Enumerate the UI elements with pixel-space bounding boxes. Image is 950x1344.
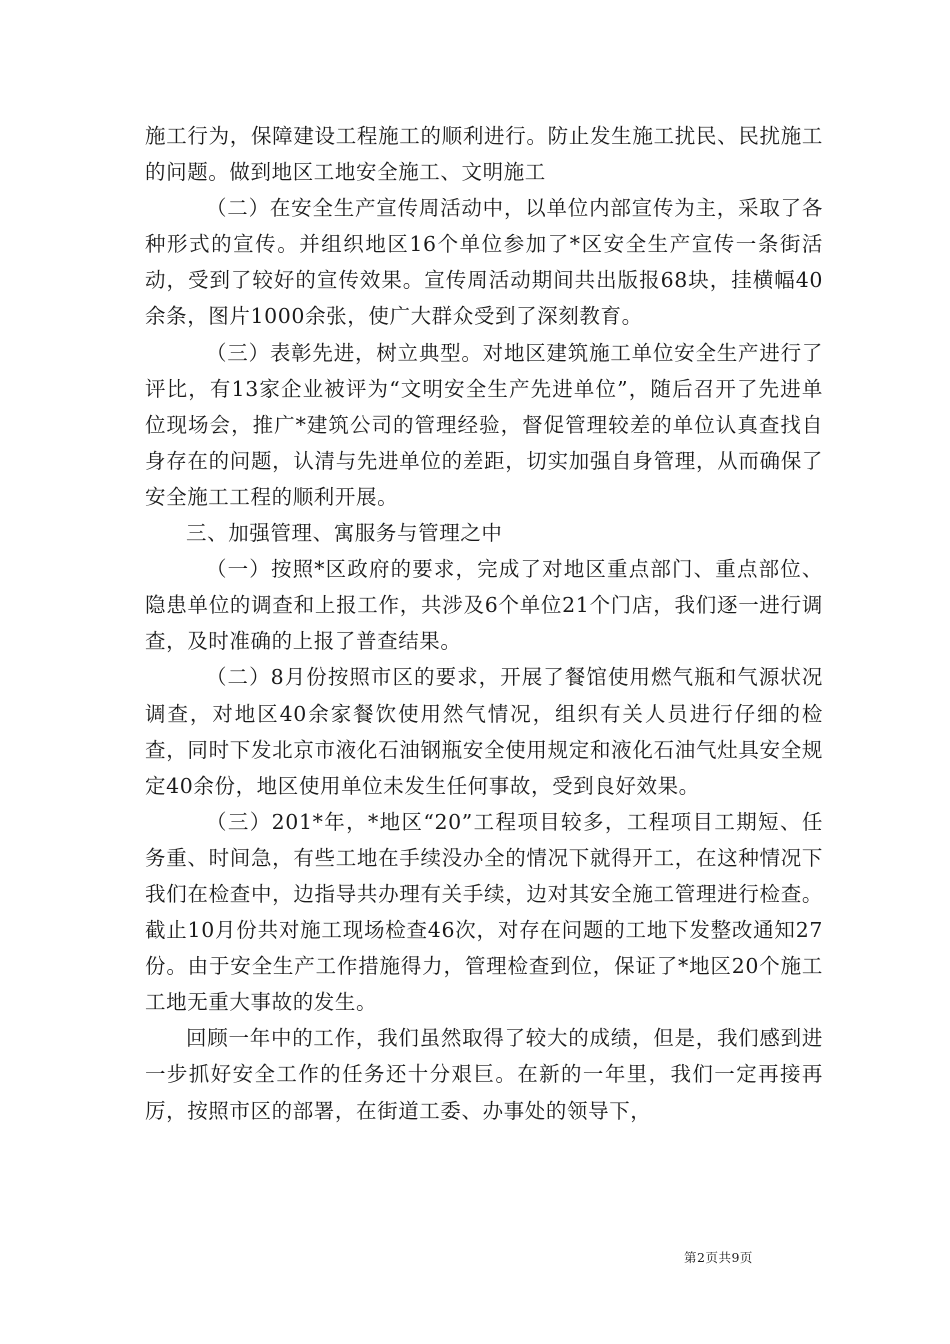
paragraph-survey-report: （一）按照*区政府的要求，完成了对地区重点部门、重点部位、隐患单位的调查和上报工作，共涉及6个单位21个门店，我们逐一进行调查，及时准确的上报了普查结果。 — [145, 557, 823, 654]
section-heading-strengthen-management: 三、加强管理、寓服务与管理之中 — [186, 521, 503, 546]
paragraph-continued: 施工行为，保障建设工程施工的顺利进行。防止发生施工扰民、民扰施工的问题。做到地区工地安全施工、文明施工 — [145, 124, 823, 185]
paragraph-gas-survey: （二）8月份按照市区的要求，开展了餐馆使用燃气瓶和气源状况调查，对地区40余家餐饮使用然气情况，组织有关人员进行仔细的检查，同时下发北京市液化石油钢瓶安全使用规定和液化石油气灶具安全规定40余份，地区使用单位未发生任何事故，受到良好效果。 — [145, 665, 823, 798]
paragraph-review: 回顾一年中的工作，我们虽然取得了较大的成绩，但是，我们感到进一步抓好安全工作的任务还十分艰巨。在新的一年里，我们一定再接再厉，按照市区的部署，在街道工委、办事处的领导下， — [145, 1026, 823, 1123]
page-number: 第2页共9页 — [684, 1250, 753, 1265]
paragraph-publicity-week: （二）在安全生产宣传周活动中，以单位内部宣传为主，采取了各种形式的宣传。并组织地区16个单位参加了*区安全生产宣传一条街活动，受到了较好的宣传效果。宣传周活动期间共出版报68块，挂横幅40余条，图片1000余张，使广大群众受到了深刻教育。 — [145, 196, 823, 329]
paragraph-construction-inspection: （三）201*年，*地区“20”工程项目较多，工程项目工期短、任务重、时间急，有些工地在手续没办全的情况下就得开工，在这种情况下我们在检查中，边指导共办理有关手续，边对其安全施工管理进行检查。截止10月份共对施工现场检查46次，对存在问题的工地下发整改通知27份。由于安全生产工作措施得力，管理检查到位，保证了*地区20个施工工地无重大事故的发生。 — [145, 809, 823, 1015]
document-body — [145, 118, 823, 1129]
paragraph-commend-advanced: （三）表彰先进，树立典型。对地区建筑施工单位安全生产进行了评比，有13家企业被评为“文明安全生产先进单位”，随后召开了先进单位现场会，推广*建筑公司的管理经验，督促管理较差的单位认真查找自身存在的问题，认清与先进单位的差距，切实加强自身管理，从而确保了安全施工工程的顺利开展。 — [145, 340, 823, 509]
